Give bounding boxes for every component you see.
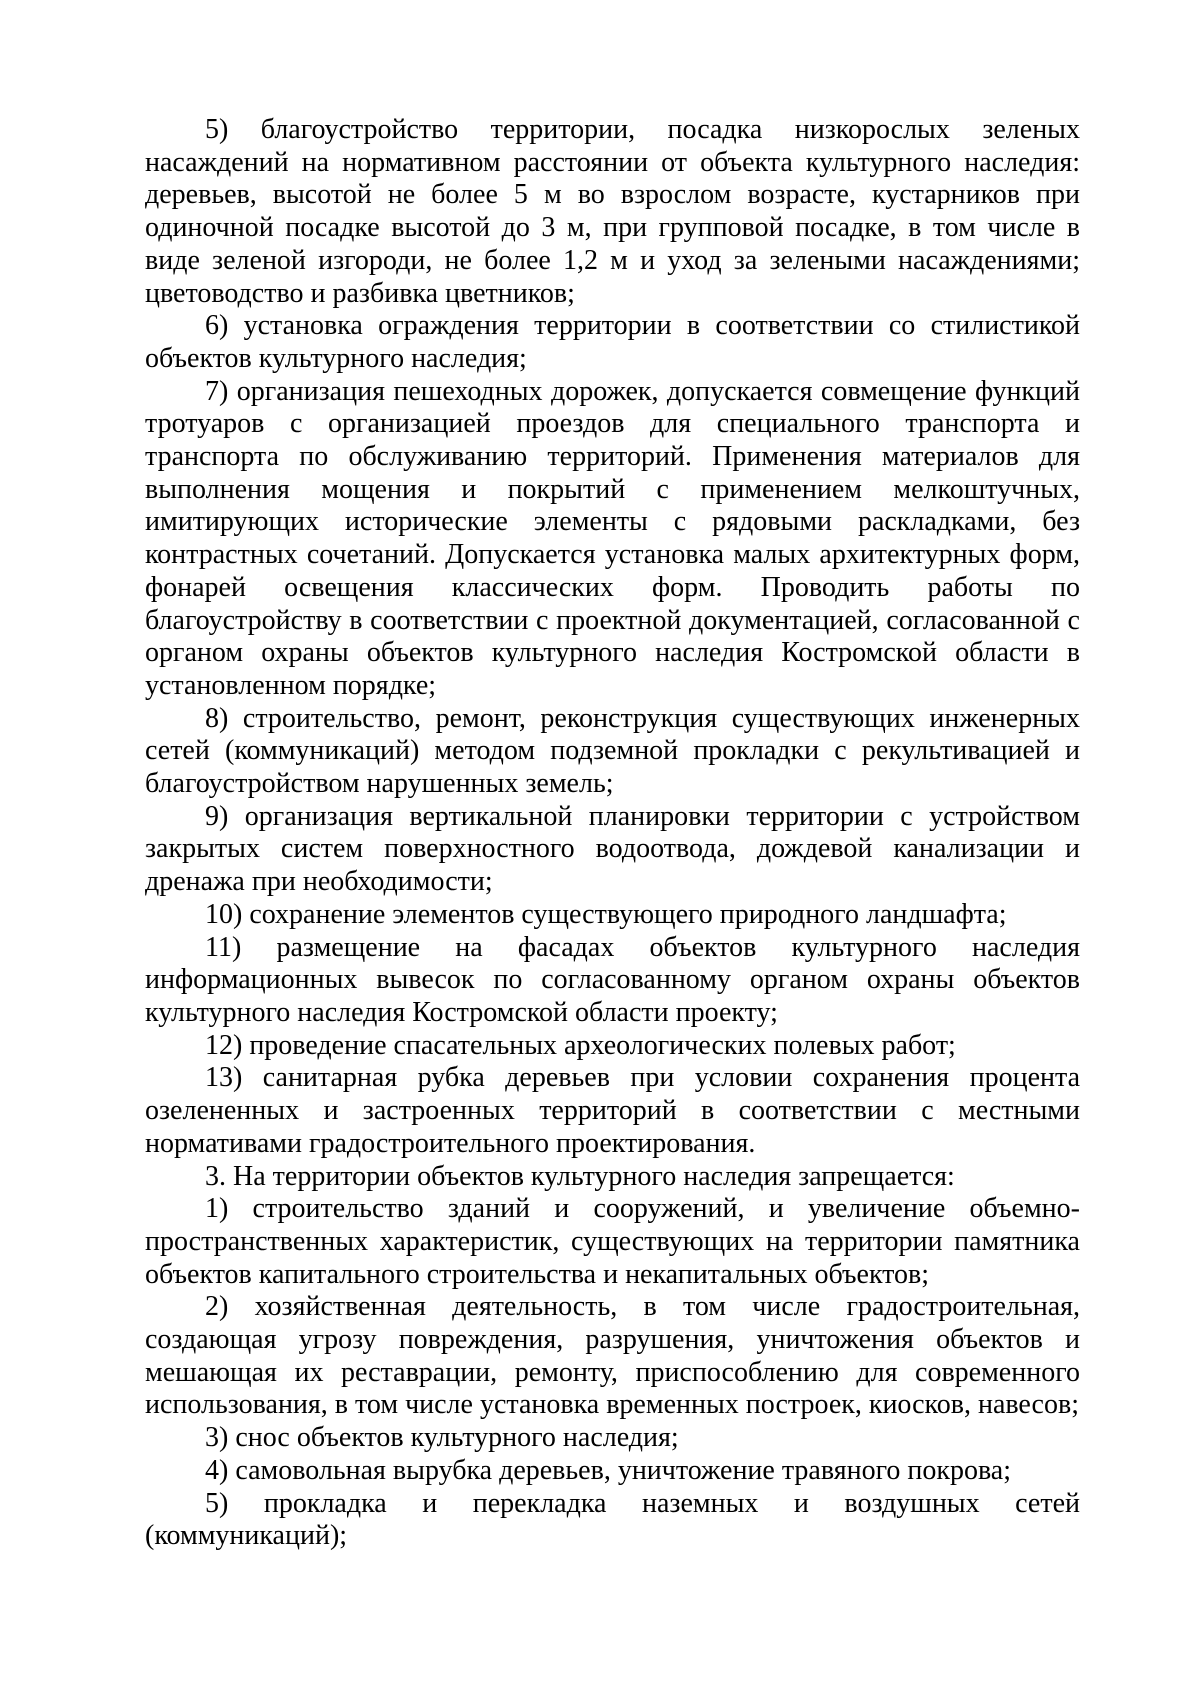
paragraph-item-10: 10) сохранение элементов существующего природного ландшафта; (205, 898, 1007, 930)
document-page (145, 114, 1080, 1553)
paragraph-item-11: 11) размещение на фасадах объектов культурного наследия информационных вывесок по согласованному органом охраны объектов культурного наследия Костромской области проекту; (145, 931, 1080, 1028)
prohibition-item-4: 4) самовольная вырубка деревьев, уничтожение травяного покрова; (205, 1454, 1011, 1486)
prohibition-item-1: 1) строительство зданий и сооружений, и увеличение объемно-пространственных характеристик, существующих на территории памятника объектов капитального строительства и некапитальных объектов; (145, 1193, 1080, 1290)
paragraph-item-13: 13) санитарная рубка деревьев при условии сохранения процента озелененных и застроенных территорий в соответствии с местными нормативами градостроительного проектирования. (145, 1062, 1080, 1159)
paragraph-item-6: 6) установка ограждения территории в соответствии со стилистикой объектов культурного наследия; (145, 310, 1080, 374)
paragraph-item-8: 8) строительство, ремонт, реконструкция существующих инженерных сетей (коммуникаций) методом подземной прокладки с рекультивацией и благоустройством нарушенных земель; (145, 702, 1080, 800)
paragraph-item-5: 5) благоустройство территории, посадка низкорослых зеленых насаждений на нормативном расстоянии от объекта культурного наследия: деревьев, высотой не более 5 м во взрослом возрасте, кустарников при одиночной посадке высотой до 3 м, при групповой посадке, в том числе в виде зеленой изгороди, не более 1,2 м и уход за зелеными насаждениями; цветоводство и разбивка цветников; (145, 114, 1080, 309)
paragraph-item-9: 9) организация вертикальной планировки территории с устройством закрытых систем поверхностного водоотвода, дождевой канализации и дренажа при необходимости; (145, 800, 1080, 898)
paragraph-item-12: 12) проведение спасательных археологических полевых работ; (205, 1029, 956, 1061)
section-3-heading: 3. На территории объектов культурного наследия запрещается: (205, 1160, 955, 1192)
prohibition-item-5: 5) прокладка и перекладка наземных и воздушных сетей (коммуникаций); (145, 1487, 1080, 1552)
prohibition-item-2: 2) хозяйственная деятельность, в том числе градостроительная, создающая угрозу повреждения, разрушения, уничтожения объектов и мешающая их реставрации, ремонту, приспособлению для современного использования, в том числе установка временных построек, киосков, навесов; (145, 1291, 1080, 1421)
prohibition-item-3: 3) снос объектов культурного наследия; (205, 1422, 679, 1454)
paragraph-item-7: 7) организация пешеходных дорожек, допускается совмещение функций тротуаров с организацией проездов для специального транспорта и транспорта по обслуживанию территорий. Применения материалов для выполнения мощения и покрытий с применением мелкоштучных, имитирующих исторические элементы с рядовыми раскладками, без контрастных сочетаний. Допускается установка малых архитектурных форм, фонарей освещения классических форм. Проводить работы по благоустройству в соответствии с проектной документацией, согласованной с органом охраны объектов культурного наследия Костромской области в установленном порядке; (145, 375, 1080, 701)
